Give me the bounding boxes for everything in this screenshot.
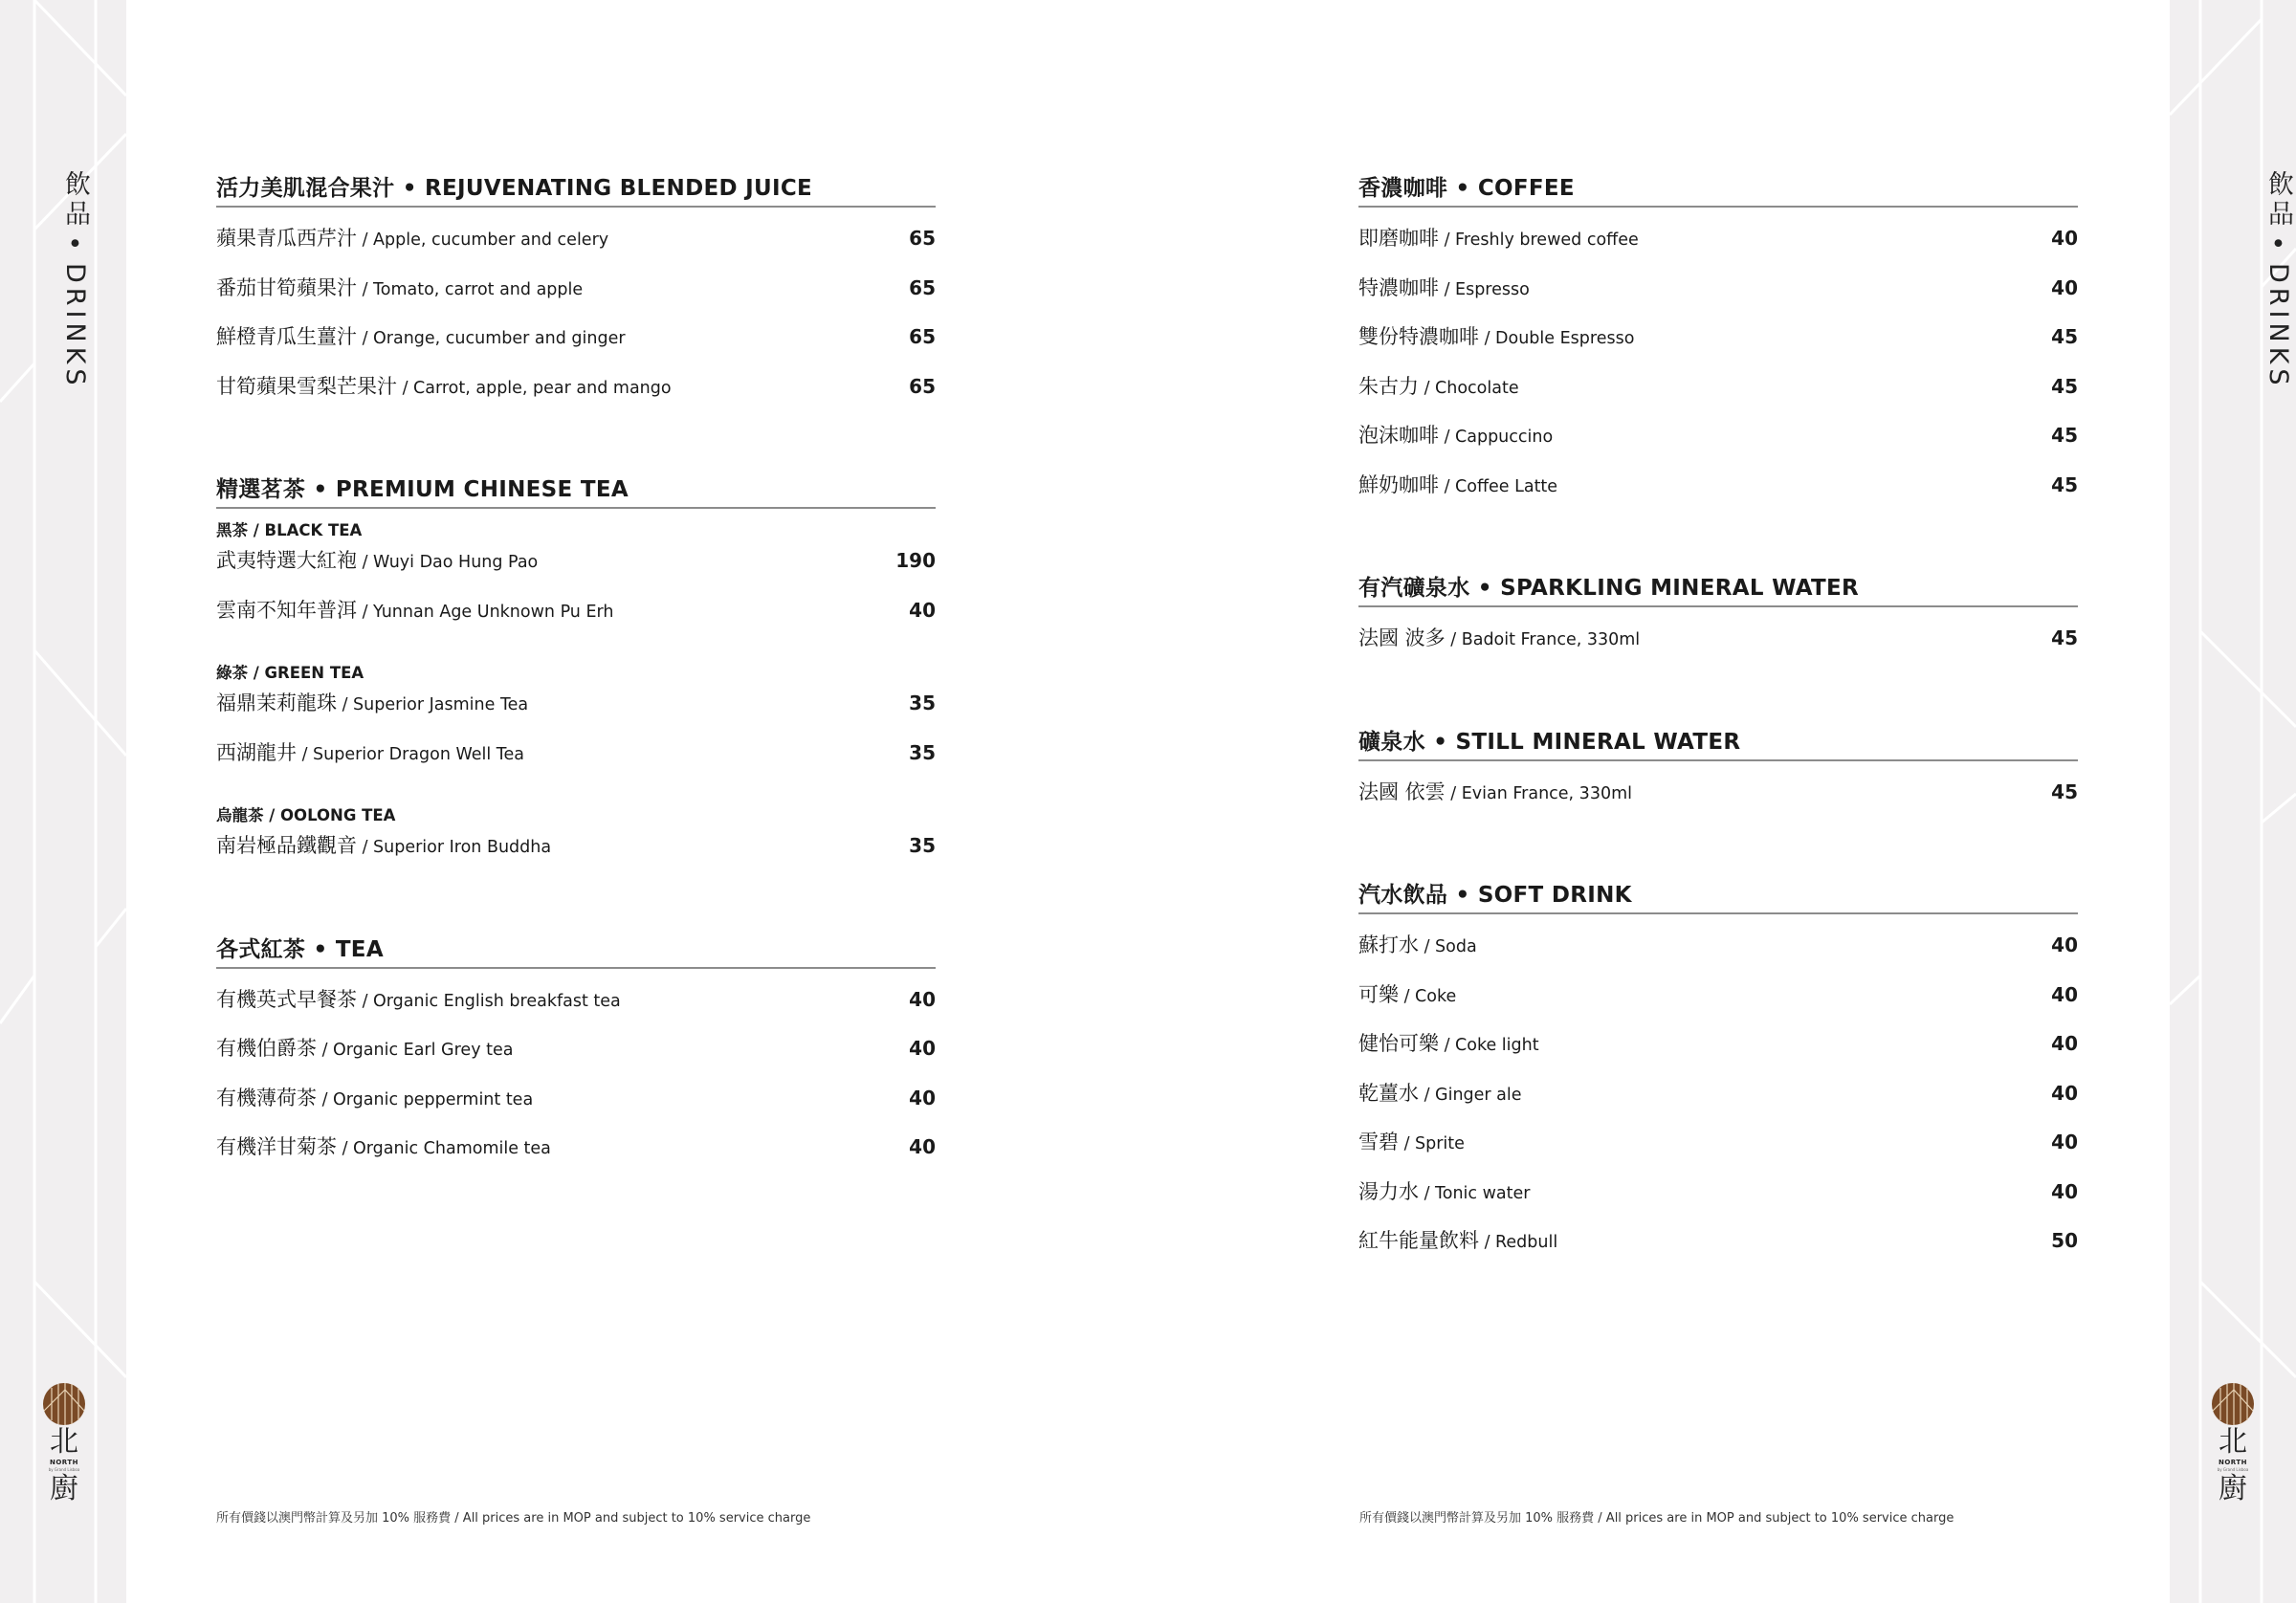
- menu-item: 有機伯爵茶 / Organic Earl Grey tea 40: [216, 1029, 936, 1079]
- price: 35: [909, 692, 936, 714]
- menu-item: 乾薑水 / Ginger ale 40: [1358, 1074, 2078, 1124]
- section-soft-drink: [1358, 877, 2078, 1271]
- price: 45: [2051, 374, 2078, 398]
- menu-item: 雲南不知年普洱 / Yunnan Age Unknown Pu Erh 40: [216, 591, 936, 641]
- section-heading: 香濃咖啡 • COFFEE: [1358, 170, 2078, 208]
- price: 40: [2051, 227, 2078, 250]
- logo-emblem-icon: [2211, 1382, 2255, 1426]
- subgroup-heading: 黑茶 / BLACK TEA: [216, 521, 363, 539]
- price: 190: [895, 549, 936, 572]
- service-charge-note-right: 所有價錢以澳門幣計算及另加 10% 服務費 / All prices are in MOP and subject to 10% service charge: [1359, 1511, 1954, 1526]
- price: 40: [2051, 933, 2078, 956]
- north-logo-right: 北 NORTH by Grand Lisboa 廚: [2210, 1382, 2256, 1505]
- price: 45: [2051, 325, 2078, 348]
- price: 45: [2051, 626, 2078, 649]
- service-charge-note-left: 所有價錢以澳門幣計算及另加 10% 服務費 / All prices are in MOP and subject to 10% service charge: [216, 1511, 811, 1526]
- section-heading: 各式紅茶 • TEA: [216, 932, 936, 969]
- price: 40: [909, 1037, 936, 1060]
- menu-item: 雪碧 / Sprite 40: [1358, 1123, 2078, 1173]
- price: 40: [909, 1086, 936, 1109]
- price: 45: [2051, 780, 2078, 803]
- menu-item: 湯力水 / Tonic water 40: [1358, 1173, 2078, 1222]
- subgroup-heading: 綠茶 / GREEN TEA: [216, 664, 364, 682]
- menu-item: 甘筍蘋果雪梨芒果汁 / Carrot, apple, pear and mango 65: [216, 367, 936, 417]
- price: 65: [909, 227, 936, 250]
- price: 45: [2051, 424, 2078, 447]
- menu-item: 蘋果青瓜西芹汁 / Apple, cucumber and celery 65: [216, 219, 936, 269]
- north-logo-left: 北 NORTH by Grand Lisboa 廚: [41, 1382, 87, 1505]
- menu-item: 鮮奶咖啡 / Coffee Latte 45: [1358, 466, 2078, 516]
- price: 40: [2051, 982, 2078, 1006]
- menu-item: 朱古力 / Chocolate 45: [1358, 367, 2078, 417]
- section-heading: 活力美肌混合果汁 • REJUVENATING BLENDED JUICE: [216, 170, 936, 208]
- right-menu-column: [1358, 170, 2078, 1327]
- section-heading: 有汽礦泉水 • SPARKLING MINERAL WATER: [1358, 570, 2078, 607]
- section-chinese-tea: [216, 472, 936, 876]
- price: 35: [909, 834, 936, 857]
- price: 45: [2051, 472, 2078, 496]
- subgroup-black-tea: [216, 520, 936, 640]
- price: 40: [909, 598, 936, 622]
- subgroup-heading: 烏龍茶 / OOLONG TEA: [216, 806, 396, 824]
- price: 40: [909, 987, 936, 1011]
- menu-item: 番茄甘筍蘋果汁 / Tomato, carrot and apple 65: [216, 269, 936, 318]
- subgroup-oolong-tea: [216, 805, 936, 876]
- menu-item: 泡沫咖啡 / Cappuccino 45: [1358, 416, 2078, 466]
- menu-item: 有機薄荷茶 / Organic peppermint tea 40: [216, 1079, 936, 1129]
- menu-item: 蘇打水 / Soda 40: [1358, 926, 2078, 976]
- menu-item: 有機英式早餐茶 / Organic English breakfast tea 40: [216, 980, 936, 1030]
- price: 50: [2051, 1229, 2078, 1252]
- menu-item: 即磨咖啡 / Freshly brewed coffee 40: [1358, 219, 2078, 269]
- right-side-strip: [2170, 0, 2296, 1603]
- menu-item: 可樂 / Coke 40: [1358, 976, 2078, 1025]
- menu-item: 武夷特選大紅袍 / Wuyi Dao Hung Pao 190: [216, 541, 936, 591]
- section-heading: 礦泉水 • STILL MINERAL WATER: [1358, 724, 2078, 761]
- price: 40: [2051, 1179, 2078, 1203]
- menu-item: 有機洋甘菊茶 / Organic Chamomile tea 40: [216, 1128, 936, 1177]
- side-title-right: 飲品•DRINKS: [2263, 170, 2293, 390]
- left-side-strip: [0, 0, 126, 1603]
- price: 40: [2051, 1131, 2078, 1153]
- price: 40: [2051, 1032, 2078, 1055]
- menu-item: 福鼎茉莉龍珠 / Superior Jasmine Tea 35: [216, 684, 936, 734]
- price: 35: [909, 740, 936, 764]
- menu-item: 雙份特濃咖啡 / Double Espresso 45: [1358, 318, 2078, 367]
- menu-item: 健怡可樂 / Coke light 40: [1358, 1024, 2078, 1074]
- price: 65: [909, 275, 936, 299]
- price: 65: [909, 325, 936, 348]
- section-still-water: [1358, 724, 2078, 823]
- left-menu-column: [216, 170, 936, 1233]
- logo-emblem-icon: [42, 1382, 86, 1426]
- price: 40: [909, 1135, 936, 1158]
- menu-item: 南岩極品鐵觀音 / Superior Iron Buddha 35: [216, 826, 936, 876]
- menu-item: 特濃咖啡 / Espresso 40: [1358, 269, 2078, 318]
- subgroup-green-tea: [216, 663, 936, 782]
- section-coffee: [1358, 170, 2078, 515]
- section-heading: 精選茗茶 • PREMIUM CHINESE TEA: [216, 472, 936, 509]
- price: 40: [2051, 275, 2078, 299]
- side-title-left: 飲品•DRINKS: [60, 170, 90, 390]
- menu-item: 法國 波多 / Badoit France, 330ml 45: [1358, 619, 2078, 669]
- price: 65: [909, 374, 936, 398]
- section-tea: [216, 932, 936, 1177]
- price: 40: [2051, 1081, 2078, 1105]
- menu-item: 西湖龍井 / Superior Dragon Well Tea 35: [216, 734, 936, 783]
- section-juice: [216, 170, 936, 416]
- section-sparkling-water: [1358, 570, 2078, 669]
- menu-item: 紅牛能量飲料 / Redbull 50: [1358, 1221, 2078, 1271]
- section-heading: 汽水飲品 • SOFT DRINK: [1358, 877, 2078, 914]
- menu-item: 鮮橙青瓜生薑汁 / Orange, cucumber and ginger 65: [216, 318, 936, 367]
- menu-item: 法國 依雲 / Evian France, 330ml 45: [1358, 773, 2078, 823]
